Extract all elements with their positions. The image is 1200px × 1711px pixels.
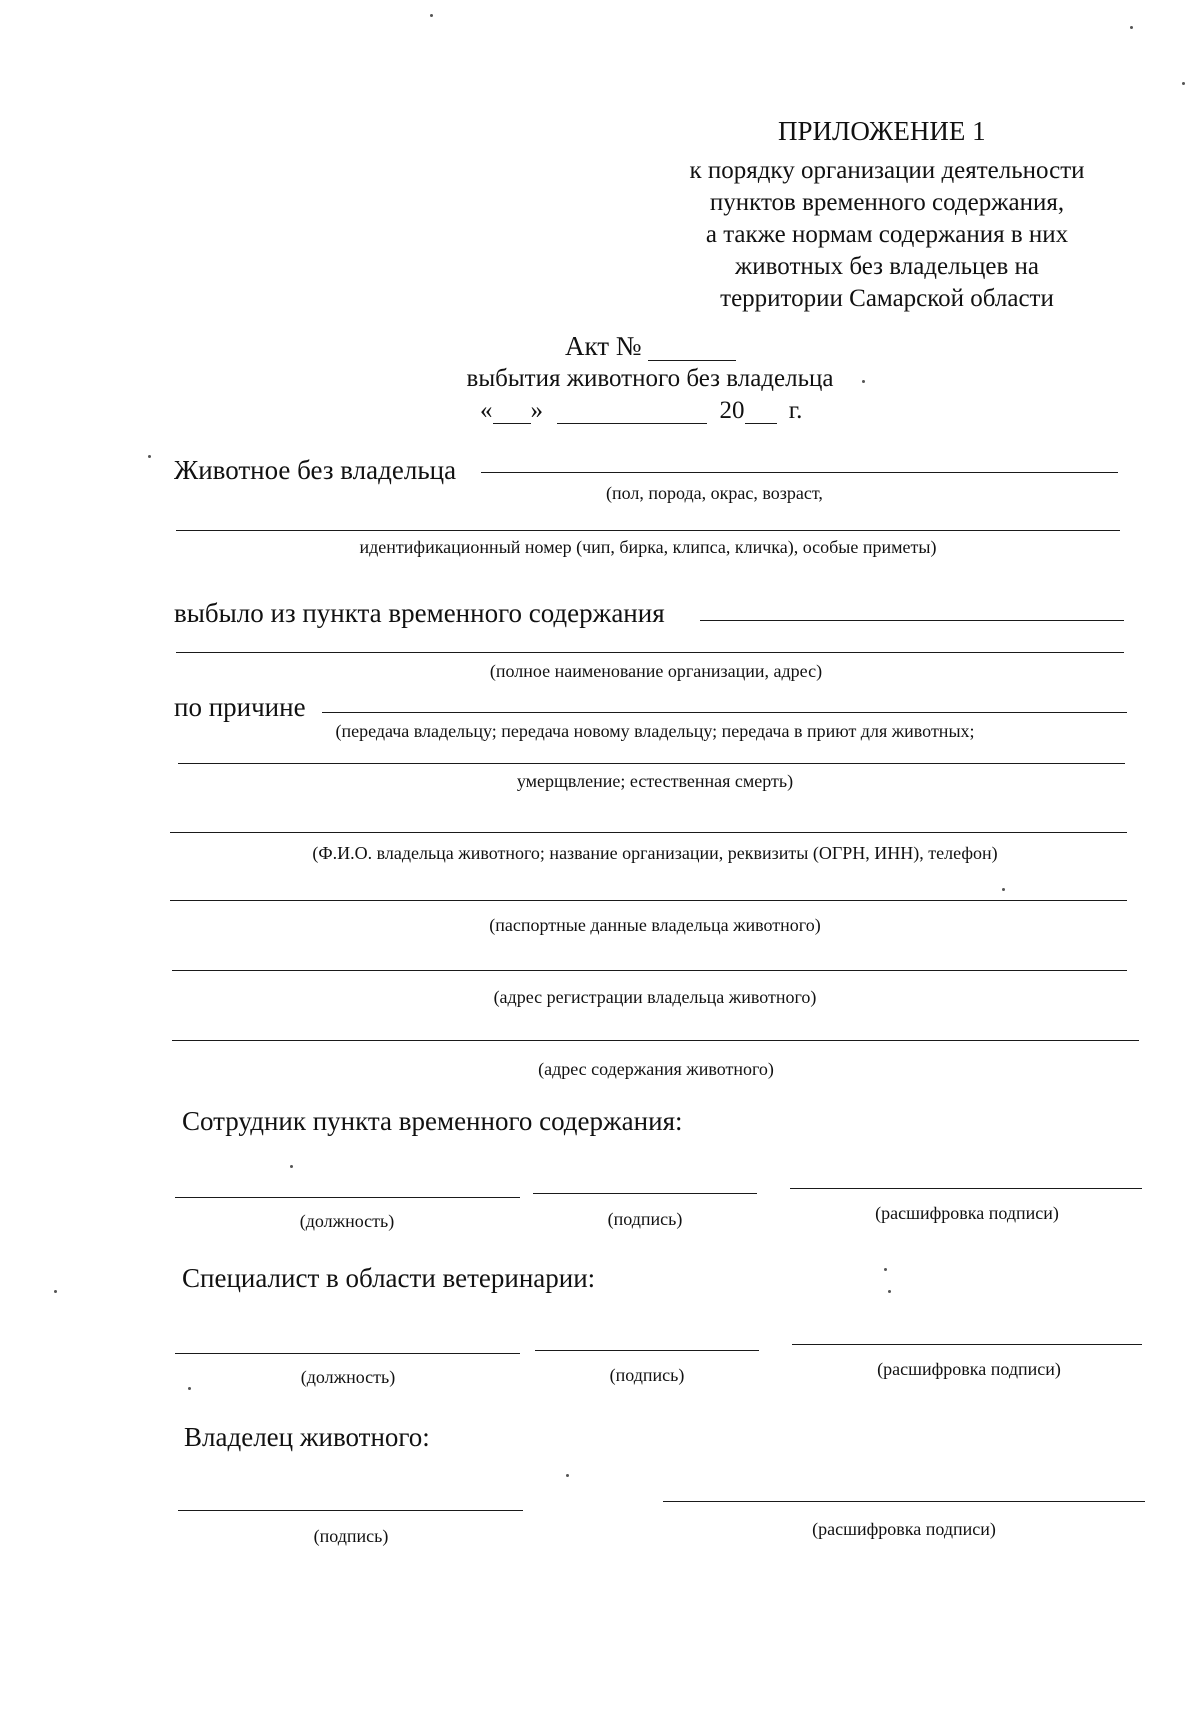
act-title: Акт №: [565, 331, 642, 361]
owner-signature-line[interactable]: [178, 1510, 523, 1511]
act-number-field[interactable]: [648, 333, 736, 361]
employee-signature-caption: (подпись): [607, 1209, 683, 1229]
scan-speck: [1002, 888, 1005, 891]
animal-hint-1: (пол, порода, окрас, возраст,: [606, 483, 823, 503]
employee-position-line[interactable]: [175, 1197, 520, 1198]
appendix-title: ПРИЛОЖЕНИЕ 1: [778, 116, 986, 146]
passport-field-line[interactable]: [170, 900, 1127, 901]
date-year-field[interactable]: [745, 398, 777, 424]
date-close-quote: »: [530, 397, 543, 424]
reason-field-line-2[interactable]: [178, 763, 1125, 764]
animal-field-line-2[interactable]: [176, 530, 1120, 531]
owner-decoding-caption: (расшифровка подписи): [812, 1519, 996, 1539]
scan-speck: [884, 1268, 887, 1271]
reg-address-hint: (адрес регистрации владельца животного): [493, 987, 817, 1007]
scan-speck: [1130, 26, 1133, 29]
scan-speck: [1182, 82, 1185, 85]
owner-field-line[interactable]: [170, 832, 1127, 833]
left-hint: (полное наименование организации, адрес): [489, 661, 823, 681]
scan-speck: [290, 1165, 293, 1168]
date-year-prefix: 20: [719, 397, 745, 424]
vet-heading: Специалист в области ветеринарии:: [182, 1263, 596, 1293]
date-year-suffix: г.: [788, 397, 803, 424]
vet-signature-line[interactable]: [535, 1350, 759, 1351]
scan-speck: [54, 1290, 57, 1293]
appendix-line-2: пунктов временного содержания,: [709, 189, 1065, 216]
act-number: [565, 333, 736, 361]
employee-decoding-line[interactable]: [790, 1188, 1142, 1189]
reason-field-line-1[interactable]: [322, 712, 1127, 713]
animal-hint-2: идентификационный номер (чип, бирка, клипса, кличка), особые приметы): [359, 537, 937, 557]
appendix-line-4: животных без владельцев на: [735, 253, 1039, 280]
owner-heading: Владелец животного:: [184, 1422, 430, 1452]
vet-decoding-caption: (расшифровка подписи): [877, 1359, 1061, 1379]
scan-speck: [888, 1290, 891, 1293]
passport-hint: (паспортные данные владельца животного): [489, 915, 821, 935]
scan-speck: [430, 14, 433, 17]
date-day-field[interactable]: [493, 398, 531, 424]
reason-label: по причине: [174, 692, 306, 722]
animal-field-line-1[interactable]: [481, 472, 1118, 473]
owner-signature-caption: (подпись): [313, 1526, 389, 1546]
vet-position-line[interactable]: [175, 1353, 520, 1354]
keep-address-hint: (адрес содержания животного): [538, 1059, 774, 1079]
scan-speck: [862, 380, 865, 383]
left-field-line-2[interactable]: [176, 652, 1124, 653]
employee-position-caption: (должность): [299, 1211, 395, 1231]
employee-decoding-caption: (расшифровка подписи): [875, 1203, 1059, 1223]
vet-decoding-line[interactable]: [792, 1344, 1142, 1345]
act-subtitle: выбытия животного без владельца: [466, 365, 834, 392]
employee-signature-line[interactable]: [533, 1193, 757, 1194]
vet-position-caption: (должность): [300, 1367, 396, 1387]
animal-label: Животное без владельца: [174, 455, 457, 485]
owner-decoding-line[interactable]: [663, 1501, 1145, 1502]
reason-hint-1: (передача владельцу; передача новому владельцу; передача в приют для животных;: [335, 721, 975, 741]
scan-speck: [566, 1474, 569, 1477]
owner-hint: (Ф.И.О. владельца животного; название организации, реквизиты (ОГРН, ИНН), телефон): [312, 843, 998, 863]
date-month-field[interactable]: [557, 398, 707, 424]
left-label: выбыло из пункта временного содержания: [174, 598, 665, 628]
appendix-line-1: к порядку организации деятельности: [689, 157, 1085, 184]
act-date: [480, 398, 802, 424]
appendix-line-5: территории Самарской области: [720, 285, 1054, 312]
keep-address-field-line[interactable]: [172, 1040, 1139, 1041]
scan-speck: [188, 1387, 191, 1390]
appendix-line-3: а также нормам содержания в них: [705, 221, 1069, 248]
reason-hint-2: умерщвление; естественная смерть): [516, 771, 794, 791]
employee-heading: Сотрудник пункта временного содержания:: [182, 1106, 683, 1136]
scan-speck: [148, 455, 151, 458]
date-open-quote: «: [480, 397, 493, 424]
reg-address-field-line[interactable]: [172, 970, 1127, 971]
vet-signature-caption: (подпись): [609, 1365, 685, 1385]
left-field-line-1[interactable]: [700, 620, 1124, 621]
